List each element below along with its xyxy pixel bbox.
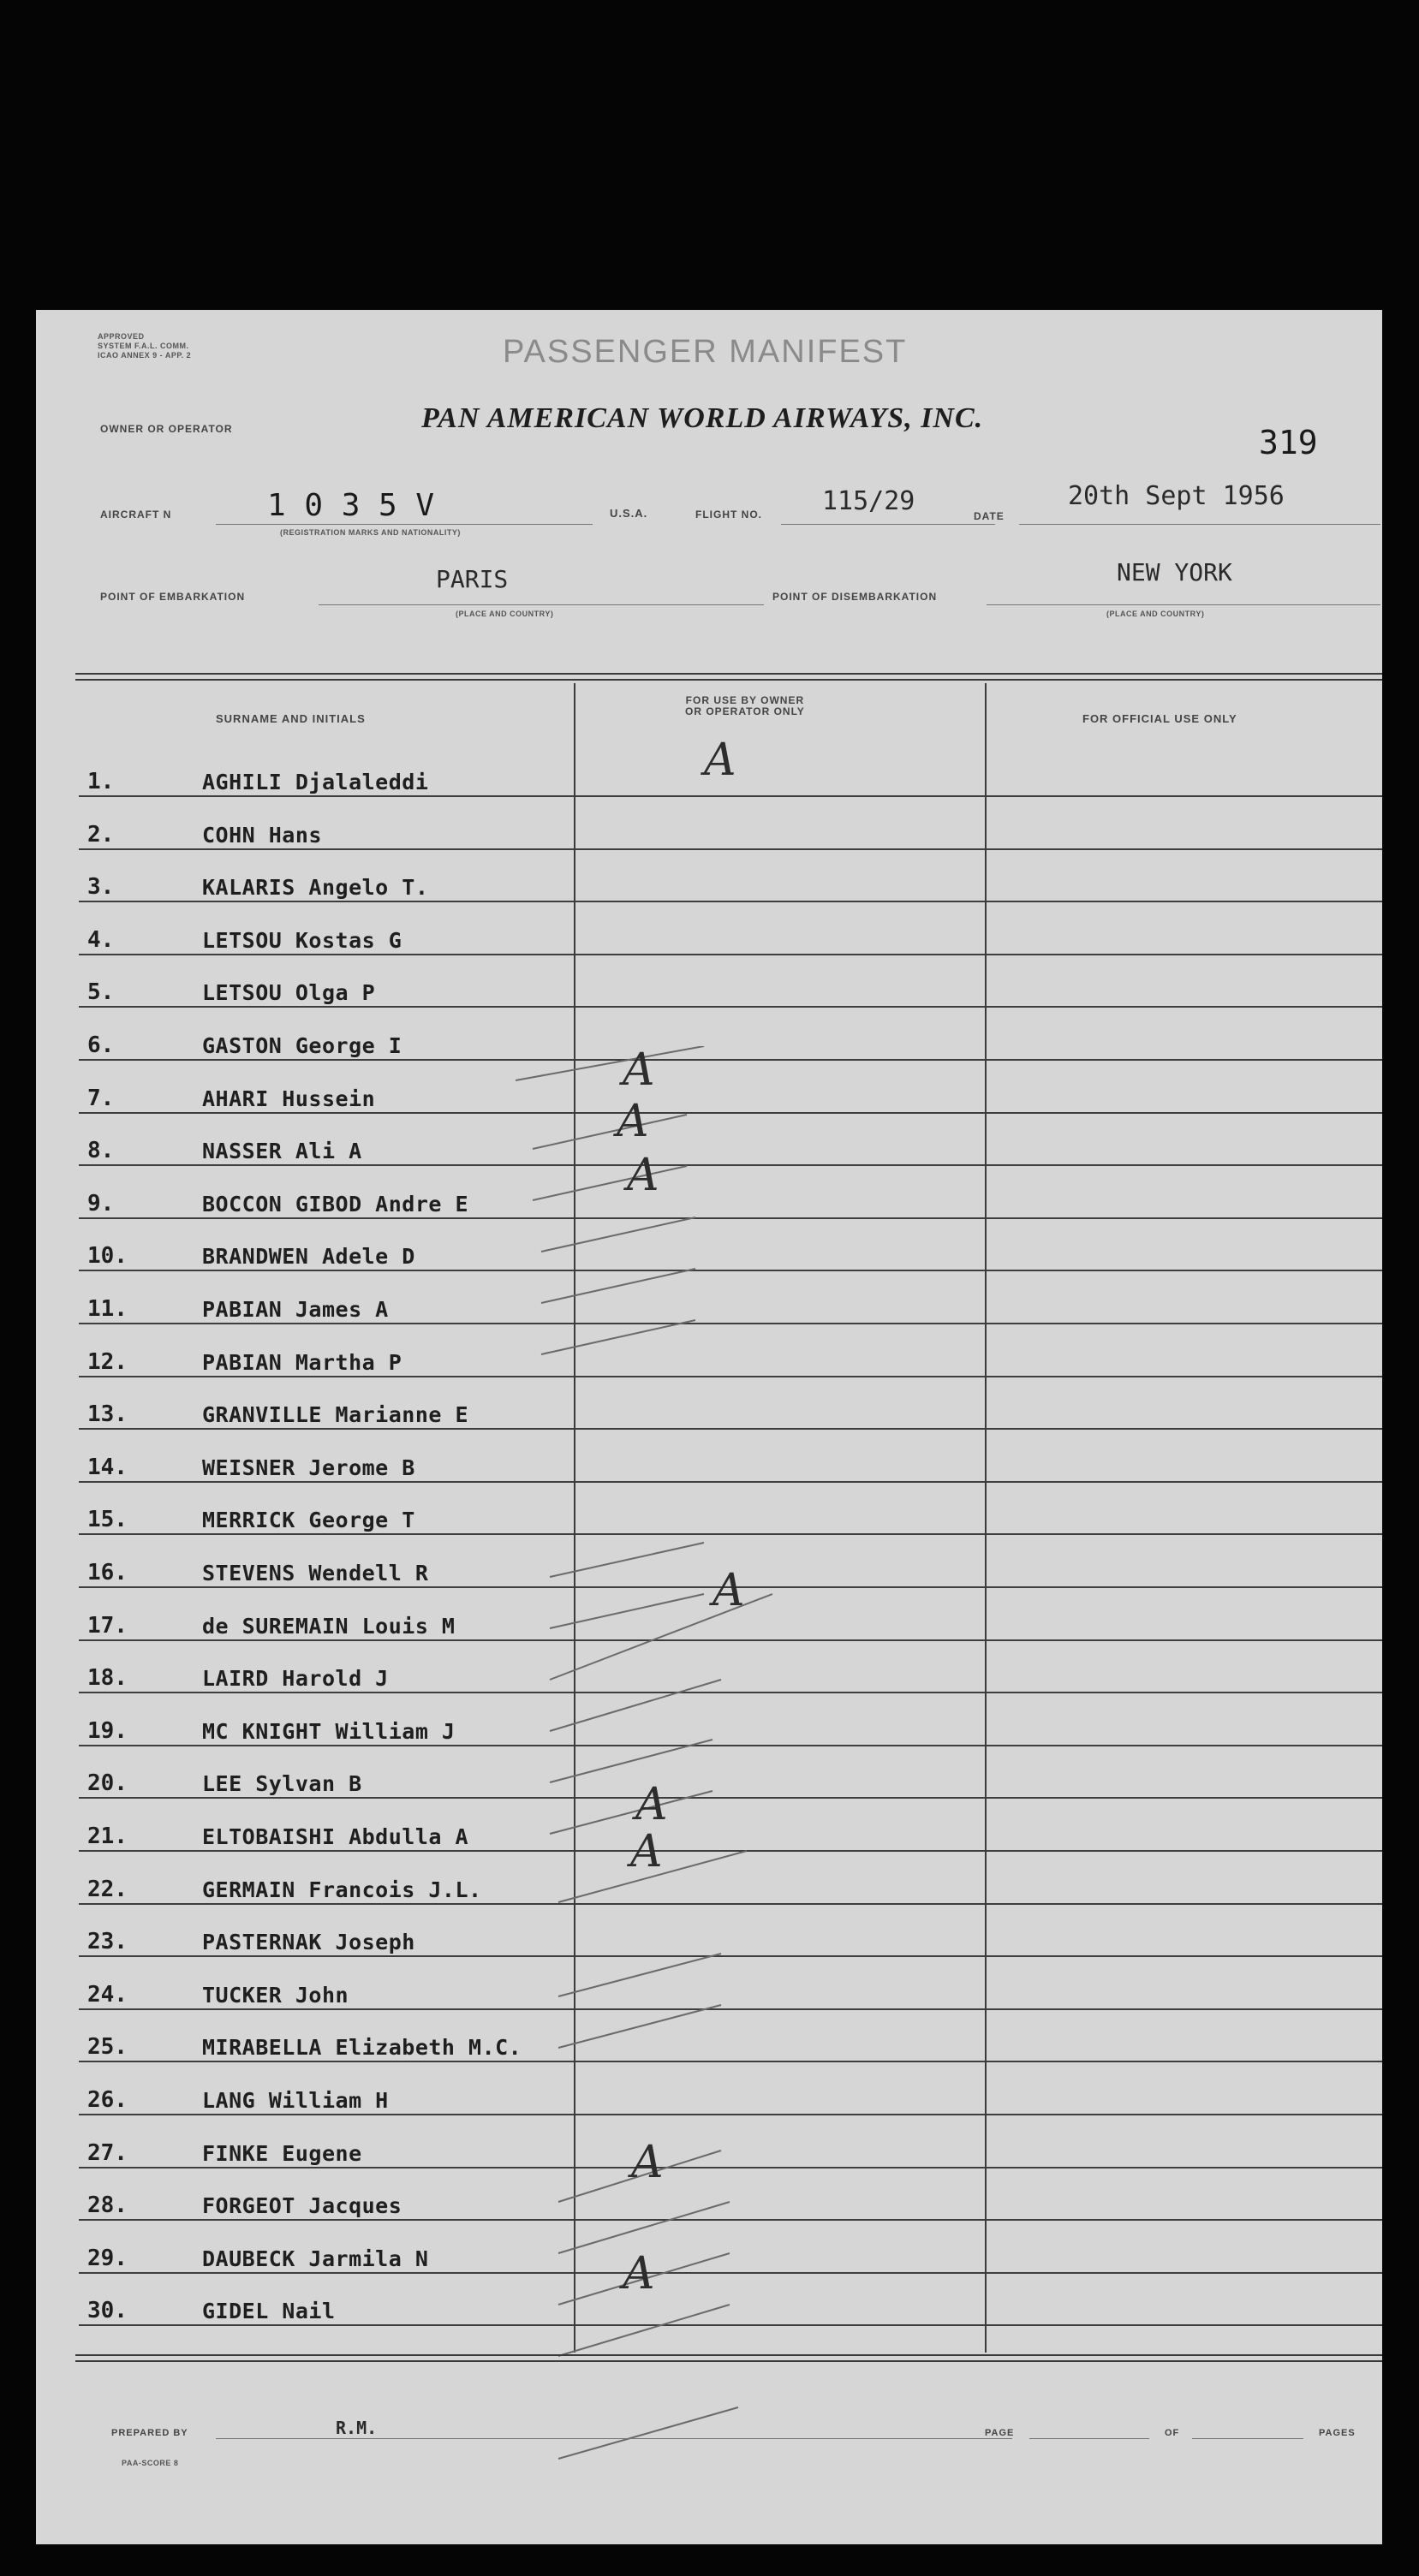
check-stroke bbox=[558, 2407, 738, 2459]
check-stroke bbox=[558, 2305, 730, 2356]
check-stroke bbox=[533, 1115, 687, 1149]
passenger-number: 2. bbox=[87, 821, 115, 848]
passenger-name: MC KNIGHT William J bbox=[202, 1718, 456, 1744]
passenger-name: GIDEL Nail bbox=[202, 2299, 336, 2324]
passenger-number: 24. bbox=[87, 1981, 128, 2008]
passenger-name: FORGEOT Jacques bbox=[202, 2193, 402, 2219]
passenger-number: 19. bbox=[87, 1717, 128, 1744]
passenger-number: 9. bbox=[87, 1190, 115, 1217]
check-stroke bbox=[558, 2005, 721, 2048]
usa-label: U.S.A. bbox=[610, 507, 648, 520]
passenger-number: 3. bbox=[87, 874, 115, 901]
passenger-row bbox=[79, 903, 1382, 955]
handwritten-mark: A bbox=[623, 1044, 655, 1096]
passenger-number: 16. bbox=[87, 1560, 128, 1585]
check-stroke bbox=[558, 2202, 730, 2253]
date-label: DATE bbox=[974, 510, 1005, 522]
passenger-number: 10. bbox=[87, 1243, 128, 1270]
date-underline bbox=[1019, 524, 1380, 525]
passenger-number: 5. bbox=[87, 979, 115, 1006]
passenger-name: LANG William H bbox=[202, 2088, 389, 2113]
page-number: 319 bbox=[1259, 424, 1318, 461]
check-stroke bbox=[550, 1543, 704, 1577]
aircraft-label: AIRCRAFT N bbox=[100, 509, 172, 521]
disembarkation-caption: (PLACE AND COUNTRY) bbox=[1106, 610, 1205, 618]
flight-number: 115/29 bbox=[822, 486, 915, 516]
passenger-number: 29. bbox=[87, 2245, 128, 2271]
passenger-name: LETSOU Olga P bbox=[202, 980, 376, 1006]
embarkation-label: POINT OF EMBARKATION bbox=[100, 591, 246, 603]
passenger-name: GASTON George I bbox=[202, 1033, 402, 1058]
check-stroke bbox=[541, 1269, 695, 1303]
passenger-number: 25. bbox=[87, 2034, 128, 2061]
passenger-number: 14. bbox=[87, 1454, 128, 1480]
aircraft-underline bbox=[216, 524, 593, 525]
passenger-number: 12. bbox=[87, 1348, 128, 1375]
passenger-name: COHN Hans bbox=[202, 822, 322, 848]
passenger-name: LAIRD Harold J bbox=[202, 1666, 389, 1692]
passenger-row bbox=[79, 955, 1382, 1008]
check-stroke bbox=[550, 1594, 704, 1628]
passenger-number: 28. bbox=[87, 2192, 128, 2219]
approval-line: ICAO ANNEX 9 - APP. 2 bbox=[98, 351, 192, 360]
form-code: PAA-SCORE 8 bbox=[122, 2459, 179, 2467]
passenger-name: GERMAIN Francois J.L. bbox=[202, 1877, 482, 1902]
handwritten-mark: A bbox=[630, 1826, 663, 1877]
check-stroke bbox=[541, 1217, 695, 1252]
passenger-number: 6. bbox=[87, 1032, 115, 1058]
manifest-sheet bbox=[36, 310, 1382, 2544]
passenger-name: WEISNER Jerome B bbox=[202, 1455, 415, 1480]
approval-line: APPROVED bbox=[98, 332, 145, 341]
header-owner-line: OR OPERATOR ONLY bbox=[685, 705, 805, 717]
passenger-name: MERRICK George T bbox=[202, 1508, 415, 1533]
prepared-label: PREPARED BY bbox=[111, 2428, 188, 2438]
prepared-value: R.M. bbox=[336, 2418, 378, 2438]
disembarkation-value: NEW YORK bbox=[1117, 558, 1232, 586]
passenger-number: 11. bbox=[87, 1296, 128, 1322]
of-underline bbox=[1192, 2438, 1303, 2439]
of-label: OF bbox=[1165, 2428, 1180, 2438]
passenger-name: KALARIS Angelo T. bbox=[202, 875, 429, 901]
embarkation-underline bbox=[319, 604, 764, 605]
passenger-number: 26. bbox=[87, 2087, 128, 2113]
approval-line: SYSTEM F.A.L. COMM. bbox=[98, 342, 189, 350]
flight-label: FLIGHT NO. bbox=[695, 509, 762, 521]
check-stroke bbox=[550, 1740, 712, 1782]
header-official-use: FOR OFFICIAL USE ONLY bbox=[1082, 712, 1237, 725]
passenger-name: LETSOU Kostas G bbox=[202, 927, 402, 953]
passenger-number: 7. bbox=[87, 1085, 115, 1111]
passenger-number: 20. bbox=[87, 1770, 128, 1797]
owner-label: OWNER OR OPERATOR bbox=[100, 423, 233, 435]
passenger-name: MIRABELLA Elizabeth M.C. bbox=[202, 2035, 522, 2061]
passenger-number: 22. bbox=[87, 1876, 128, 1902]
header-surname: SURNAME AND INITIALS bbox=[216, 712, 366, 725]
aircraft-number: 1 0 3 5 V bbox=[267, 488, 435, 523]
pages-label: PAGES bbox=[1319, 2428, 1356, 2438]
embarkation-caption: (PLACE AND COUNTRY) bbox=[456, 610, 554, 618]
registration-caption: (REGISTRATION MARKS AND NATIONALITY) bbox=[280, 528, 461, 537]
passenger-number: 1. bbox=[87, 769, 115, 794]
passenger-number: 13. bbox=[87, 1401, 128, 1428]
flight-date: 20th Sept 1956 bbox=[1068, 481, 1285, 511]
table-top-rule bbox=[75, 673, 1382, 681]
flight-underline bbox=[781, 524, 995, 525]
handwritten-mark: A bbox=[631, 2137, 664, 2188]
passenger-name: TUCKER John bbox=[202, 1982, 349, 2008]
embarkation-value: PARIS bbox=[436, 565, 509, 593]
disembarkation-underline bbox=[987, 604, 1380, 605]
handwritten-mark: A bbox=[635, 1779, 668, 1830]
passenger-number: 23. bbox=[87, 1929, 128, 1955]
check-stroke bbox=[533, 1166, 687, 1200]
passenger-name: AHARI Hussein bbox=[202, 1086, 376, 1111]
passenger-name: BRANDWEN Adele D bbox=[202, 1244, 415, 1270]
passenger-name: AGHILI Djalaleddi bbox=[202, 770, 429, 794]
passenger-name: FINKE Eugene bbox=[202, 2140, 362, 2166]
page-underline bbox=[1029, 2438, 1149, 2439]
passenger-name: STEVENS Wendell R bbox=[202, 1561, 429, 1585]
prepared-underline bbox=[216, 2438, 1012, 2439]
approval-stamp bbox=[98, 332, 191, 360]
passenger-number: 30. bbox=[87, 2298, 128, 2324]
passenger-number: 4. bbox=[87, 926, 115, 953]
passenger-name: PABIAN Martha P bbox=[202, 1349, 402, 1375]
airline-name: PAN AMERICAN WORLD AIRWAYS, INC. bbox=[421, 402, 984, 434]
header-owner-use bbox=[685, 695, 805, 717]
page-label: PAGE bbox=[985, 2428, 1015, 2438]
handwritten-mark: A bbox=[623, 2248, 655, 2299]
check-stroke bbox=[516, 1046, 704, 1080]
passenger-row bbox=[79, 850, 1382, 902]
disembarkation-label: POINT OF DISEMBARKATION bbox=[772, 591, 938, 603]
passenger-number: 8. bbox=[87, 1138, 115, 1164]
passenger-name: PABIAN James A bbox=[202, 1297, 389, 1322]
check-stroke bbox=[550, 1680, 721, 1731]
check-stroke bbox=[541, 1320, 695, 1354]
handwritten-mark: A bbox=[617, 1096, 649, 1147]
passenger-number: 17. bbox=[87, 1612, 128, 1639]
handwritten-mark: A bbox=[627, 1150, 659, 1201]
passenger-number: 15. bbox=[87, 1507, 128, 1533]
handwritten-mark: A bbox=[704, 735, 736, 786]
check-stroke bbox=[558, 1954, 721, 1996]
passenger-number: 18. bbox=[87, 1665, 128, 1692]
passenger-name: PASTERNAK Joseph bbox=[202, 1930, 415, 1955]
passenger-name: GRANVILLE Marianne E bbox=[202, 1402, 469, 1428]
passenger-number: 21. bbox=[87, 1823, 128, 1849]
passenger-number: 27. bbox=[87, 2139, 128, 2166]
passenger-row bbox=[79, 798, 1382, 850]
passenger-name: de SUREMAIN Louis M bbox=[202, 1613, 456, 1639]
form-title: PASSENGER MANIFEST bbox=[503, 334, 908, 370]
passenger-name: ELTOBAISHI Abdulla A bbox=[202, 1824, 469, 1849]
passenger-name: LEE Sylvan B bbox=[202, 1771, 362, 1797]
header-owner-line: FOR USE BY OWNER bbox=[685, 694, 805, 706]
passenger-name: BOCCON GIBOD Andre E bbox=[202, 1191, 469, 1217]
table-bottom-rule bbox=[75, 2354, 1382, 2362]
handwritten-mark: A bbox=[712, 1565, 745, 1616]
passenger-name: NASSER Ali A bbox=[202, 1139, 362, 1164]
passenger-name: DAUBECK Jarmila N bbox=[202, 2246, 429, 2271]
